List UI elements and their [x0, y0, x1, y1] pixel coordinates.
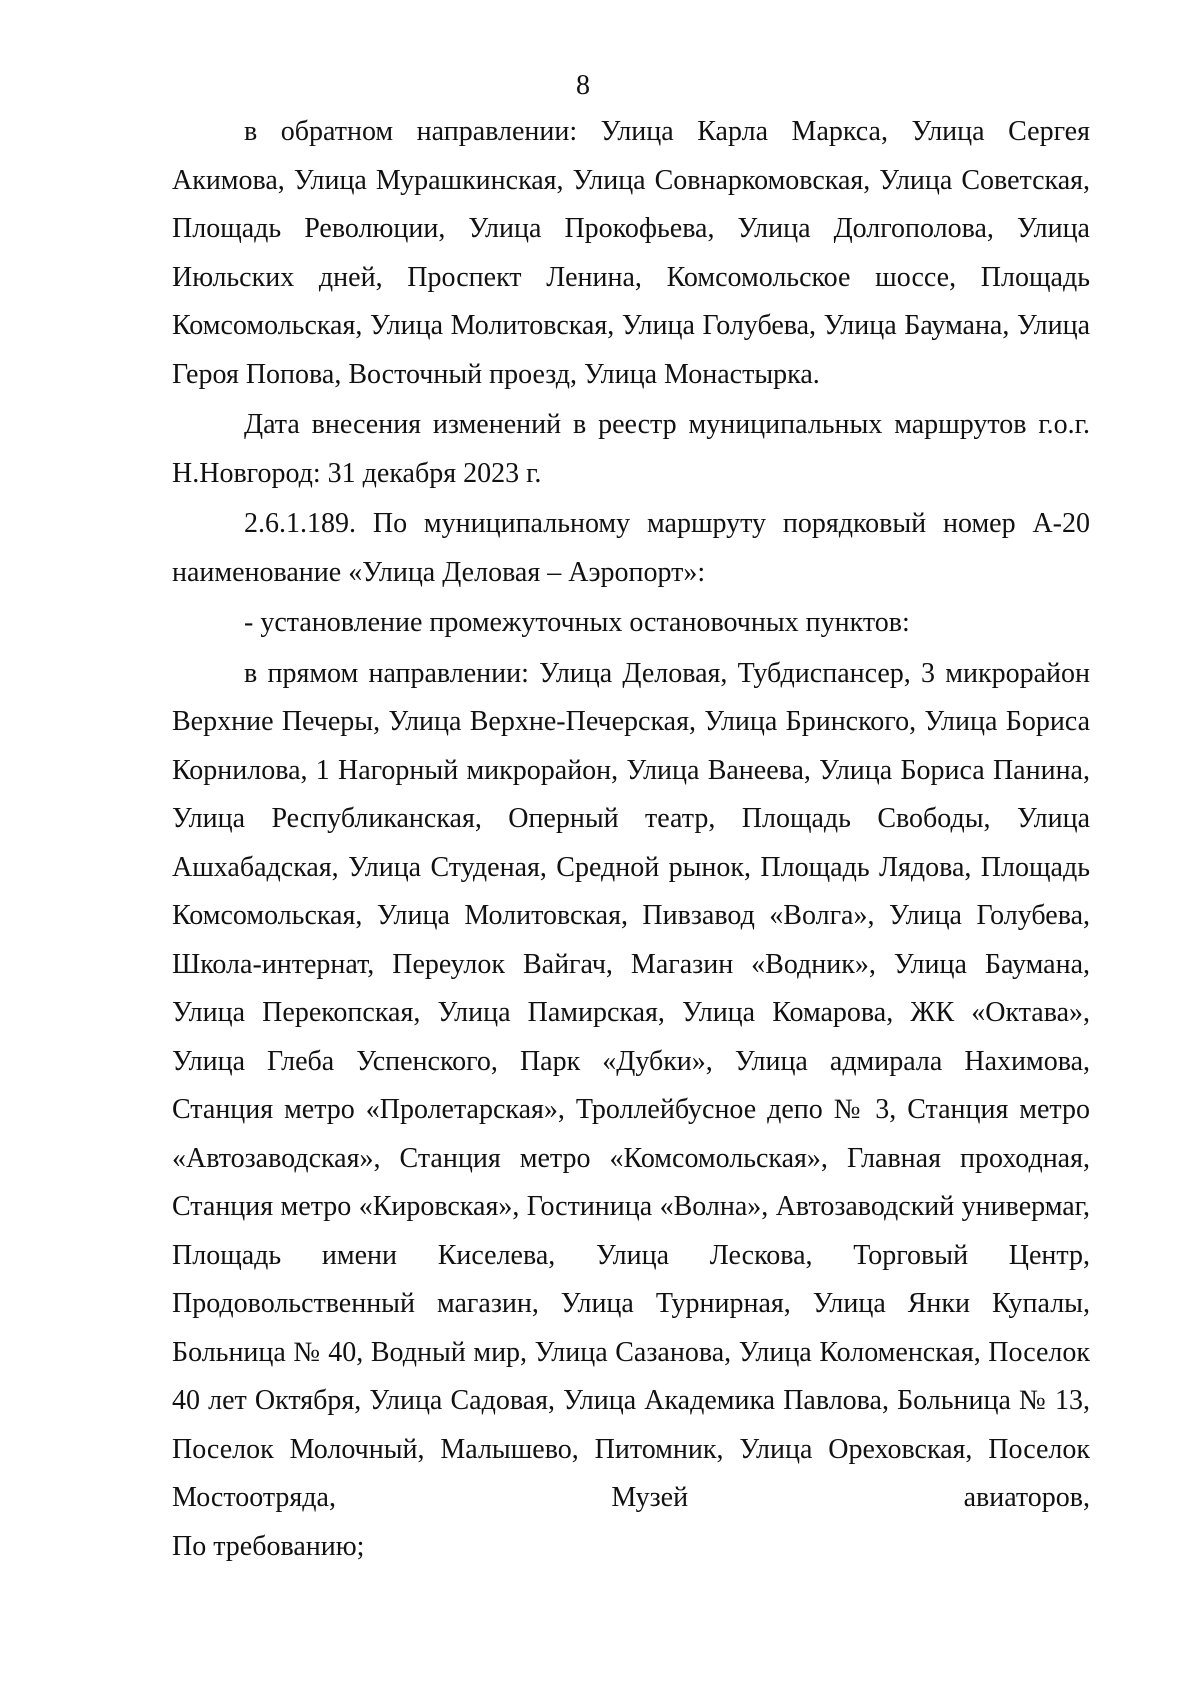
paragraph-stops-intro: - установление промежуточных остановочных пунктов: — [244, 607, 910, 638]
paragraph-reverse-direction: в обратном направлении: Улица Карла Маркса, Улица Сергея Акимова, Улица Мурашкинская, Улица Совнаркомовская, Улица Советская, Площадь Революции, Улица Прокофьева, Улица Долгополова, Улица Июльских дней, Проспект Ленина, Комсомольское шоссе, Площадь Комсомольская, Улица Молитовская, Улица Голубева, Улица Баумана, Улица Героя Попова, Восточный проезд, Улица Монастырка. — [172, 116, 1090, 390]
document-body — [172, 108, 1090, 1571]
paragraph-route-heading: 2.6.1.189. По муниципальному маршруту порядковый номер А-20 наименование «Улица Деловая – Аэропорт»: — [172, 508, 1090, 588]
paragraph-forward-direction: в прямом направлении: Улица Деловая, Тубдиспансер, 3 микрорайон Верхние Печеры, Улица Верхне-Печерская, Улица Бринского, Улица Бориса Корнилова, 1 Нагорный микрорайон, Улица Ванеева, Улица Бориса Панина, Улица Республиканская, Оперный театр, Площадь Свободы, Улица Ашхабадская, Улица Студеная, Средной рынок, Площадь Лядова, Площадь Комсомольская, Улица Молитовская, Пивзавод «Волга», Улица Голубева, Школа-интернат, Переулок Вайгач, Магазин «Водник», Улица Баумана, Улица Перекопская, Улица Памирская, Улица Комарова, ЖК «Октава», Улица Глеба Успенского, Парк «Дубки», Улица адмирала Нахимова, Станция метро «Пролетарская», Троллейбусное депо № 3, Станция метро «Автозаводская», Станция метро «Комсомольская», Главная проходная, Станция метро «Кировская», Гостиница «Волна», Автозаводский универмаг, Площадь имени Киселева, Улица Лескова, Торговый Центр, Продовольственный магазин, Улица Турнирная, Улица Янки Купалы, Больница № 40, Водный мир, Улица Сазанова, Улица Коломенская, Поселок 40 лет Октября, Улица Садовая, Улица Академика Павлова, Больница № 13, Поселок Молочный, Малышево, Питомник, Улица Ореховская, Поселок Мостоотряда, Музей авиаторов, — [172, 657, 1090, 1513]
paragraph-registry-date: Дата внесения изменений в реестр муниципальных маршрутов г.о.г. Н.Новгород: 31 декабря 2023 г. — [172, 409, 1090, 489]
paragraph-forward-direction-end: По требованию; — [172, 1530, 365, 1562]
page-number: 8 — [576, 70, 590, 101]
